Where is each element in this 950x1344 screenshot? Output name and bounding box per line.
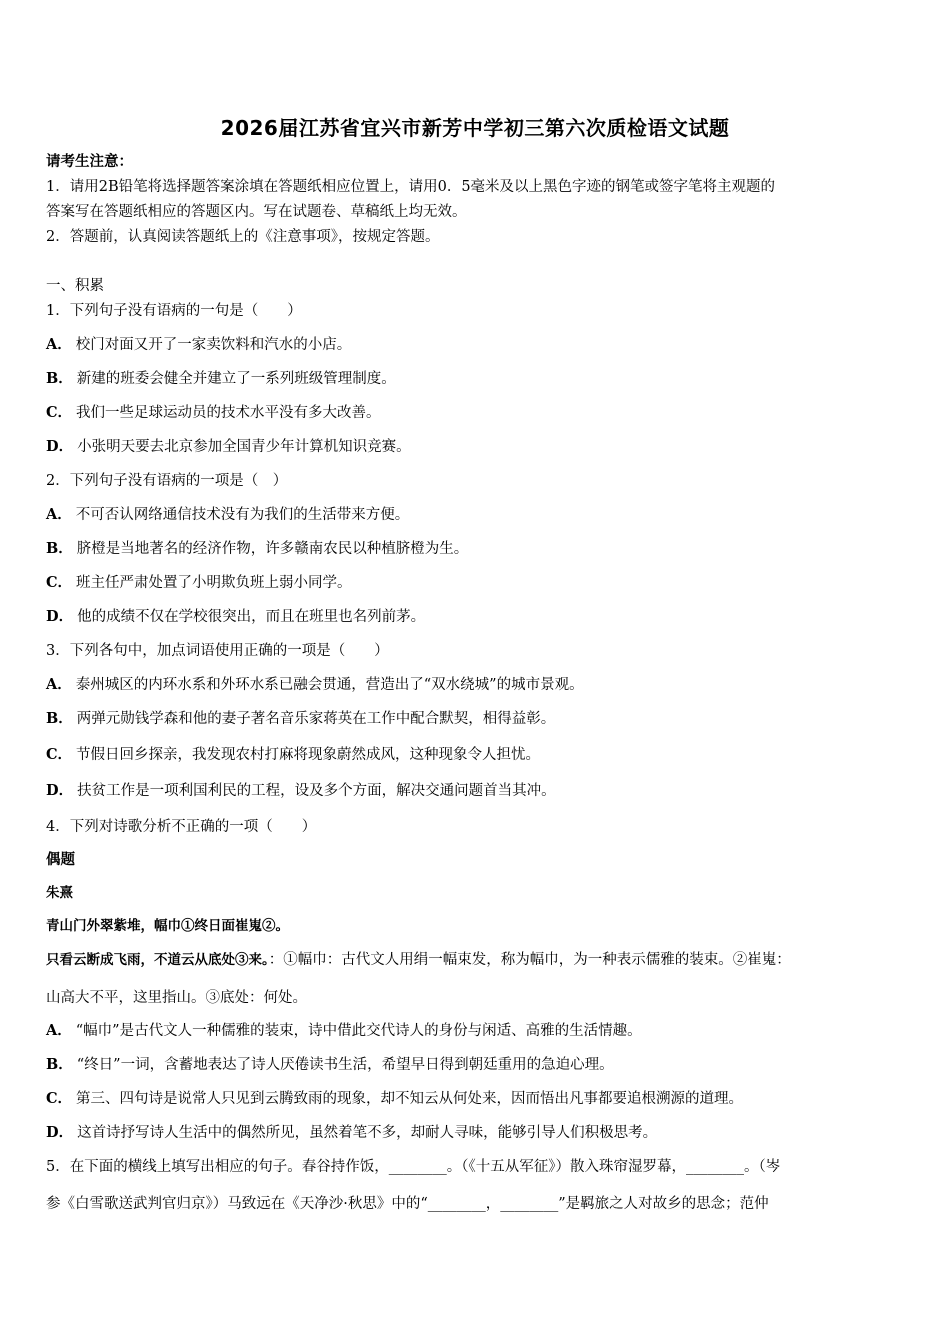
option-text: “幅巾”是古代文人一种儒雅的装束，诗中借此交代诗人的身份与闲适、高雅的生活情趣。 bbox=[75, 1023, 642, 1039]
q2-option-a bbox=[46, 505, 409, 525]
q1-option-b bbox=[46, 369, 396, 389]
question-3-stem: 3．下列各句中，加点词语使用正确的一项是（ ） bbox=[46, 643, 389, 659]
option-text: 小张明天要去北京参加全国青少年计算机知识竞赛。 bbox=[77, 439, 411, 455]
option-text: 不可否认网络通信技术没有为我们的生活带来方便。 bbox=[75, 507, 410, 523]
option-letter: D． bbox=[46, 608, 74, 625]
option-letter: C． bbox=[46, 574, 73, 591]
notice-line-1: 1．请用2B铅笔将选择题答案涂填在答题纸相应位置上，请用0．5毫米及以上黑色字迹的钢笔或签字笔将主观题的 bbox=[46, 179, 776, 195]
option-text: 泰州城区的内环水系和外环水系已融会贯通，营造出了“双水绕城”的城市景观。 bbox=[75, 677, 584, 693]
option-text: 两弹元勋钱学森和他的妻子著名音乐家蒋英在工作中配合默契，相得益彰。 bbox=[76, 711, 556, 727]
poem-title: 偶题 bbox=[46, 851, 75, 868]
q3-option-c bbox=[46, 745, 540, 765]
q3-option-d bbox=[46, 781, 556, 801]
q2-option-b bbox=[46, 539, 468, 559]
option-letter: D． bbox=[46, 1124, 74, 1141]
notice-heading: 请考生注意： bbox=[46, 153, 133, 170]
section-heading: 一、积累 bbox=[46, 278, 104, 294]
option-text: 我们一些足球运动员的技术水平没有多大改善。 bbox=[76, 405, 381, 421]
notice-line-3: 2．答题前，认真阅读答题纸上的《注意事项》，按规定答题。 bbox=[46, 229, 440, 245]
poem-line-2-with-note bbox=[46, 950, 916, 970]
option-letter: B． bbox=[46, 1056, 73, 1073]
q2-option-c bbox=[46, 573, 352, 593]
option-text: 新建的班委会健全并建立了一系列班级管理制度。 bbox=[76, 371, 396, 387]
option-letter: C． bbox=[46, 746, 73, 763]
q3-option-b bbox=[46, 709, 555, 729]
poem-note-continued: 山高大不平，这里指山。③底处：何处。 bbox=[46, 990, 307, 1006]
question-5-line-2: 参《白雪歌送武判官归京》）马致远在《天净沙·秋思》中的“________，________”是羁旅之人对故乡的思念；范仲 bbox=[46, 1196, 769, 1212]
q1-option-c bbox=[46, 403, 381, 423]
question-2-stem: 2．下列句子没有语病的一项是（ ） bbox=[46, 473, 288, 489]
option-text: 节假日回乡探亲，我发现农村打麻将现象蔚然成风，这种现象令人担忧。 bbox=[76, 747, 541, 763]
q1-option-d bbox=[46, 437, 411, 457]
option-letter: C． bbox=[46, 404, 73, 421]
option-letter: B． bbox=[46, 710, 73, 727]
option-letter: D． bbox=[46, 438, 74, 455]
q2-option-d bbox=[46, 607, 425, 627]
option-text: 班主任严肃处置了小明欺负班上弱小同学。 bbox=[76, 575, 352, 591]
option-text: “终日”一词，含蓄地表达了诗人厌倦读书生活，希望早日得到朝廷重用的急迫心理。 bbox=[76, 1057, 614, 1073]
poem-author: 朱熹 bbox=[46, 885, 73, 901]
option-text: 这首诗抒写诗人生活中的偶然所见，虽然着笔不多，却耐人寻味，能够引导人们积极思考。 bbox=[77, 1125, 658, 1141]
q4-option-d bbox=[46, 1123, 657, 1143]
option-text: 他的成绩不仅在学校很突出，而且在班里也名列前茅。 bbox=[77, 609, 426, 625]
option-text: 脐橙是当地著名的经济作物，许多赣南农民以种植脐橙为生。 bbox=[76, 541, 469, 557]
option-letter: D． bbox=[46, 782, 74, 799]
q4-option-b bbox=[46, 1055, 614, 1075]
poem-line-1: 青山门外翠紫堆，幅巾①终日面崔嵬②。 bbox=[46, 918, 289, 934]
q4-option-a bbox=[46, 1021, 642, 1041]
option-letter: A． bbox=[46, 676, 72, 693]
q3-option-a bbox=[46, 675, 584, 695]
notice-line-2: 答案写在答题纸相应的答题区内。写在试题卷、草稿纸上均无效。 bbox=[46, 204, 467, 220]
question-1-stem: 1．下列句子没有语病的一句是（ ） bbox=[46, 303, 302, 319]
option-letter: B． bbox=[46, 370, 73, 387]
option-letter: A． bbox=[46, 506, 72, 523]
q4-option-c bbox=[46, 1089, 743, 1109]
q1-option-a bbox=[46, 335, 351, 355]
option-letter: A． bbox=[46, 336, 72, 353]
option-text: 校门对面又开了一家卖饮料和汽水的小店。 bbox=[75, 337, 352, 353]
option-text: 第三、四句诗是说常人只见到云腾致雨的现象，却不知云从何处来，因而悟出凡事都要追根溯源的道理。 bbox=[76, 1091, 744, 1107]
option-letter: A． bbox=[46, 1022, 72, 1039]
question-4-stem: 4．下列对诗歌分析不正确的一项（ ） bbox=[46, 819, 317, 835]
option-letter: B． bbox=[46, 540, 73, 557]
question-5-line-1: 5．在下面的横线上填写出相应的句子。春谷持作饭，________。（《十五从军征》）散入珠帘湿罗幕，________。（岑 bbox=[46, 1159, 781, 1175]
poem-line-2: 只看云断成飞雨，不道云从底处③来。 bbox=[46, 952, 269, 968]
poem-note: ：①幅巾：古代文人用绢一幅束发，称为幅巾，为一种表示儒雅的装束。②崔嵬： bbox=[268, 952, 791, 968]
option-text: 扶贫工作是一项利国利民的工程，设及多个方面，解决交通问题首当其冲。 bbox=[77, 783, 556, 799]
option-letter: C． bbox=[46, 1090, 73, 1107]
page-title: 2026届江苏省宜兴市新芳中学初三第六次质检语文试题 bbox=[220, 116, 730, 140]
